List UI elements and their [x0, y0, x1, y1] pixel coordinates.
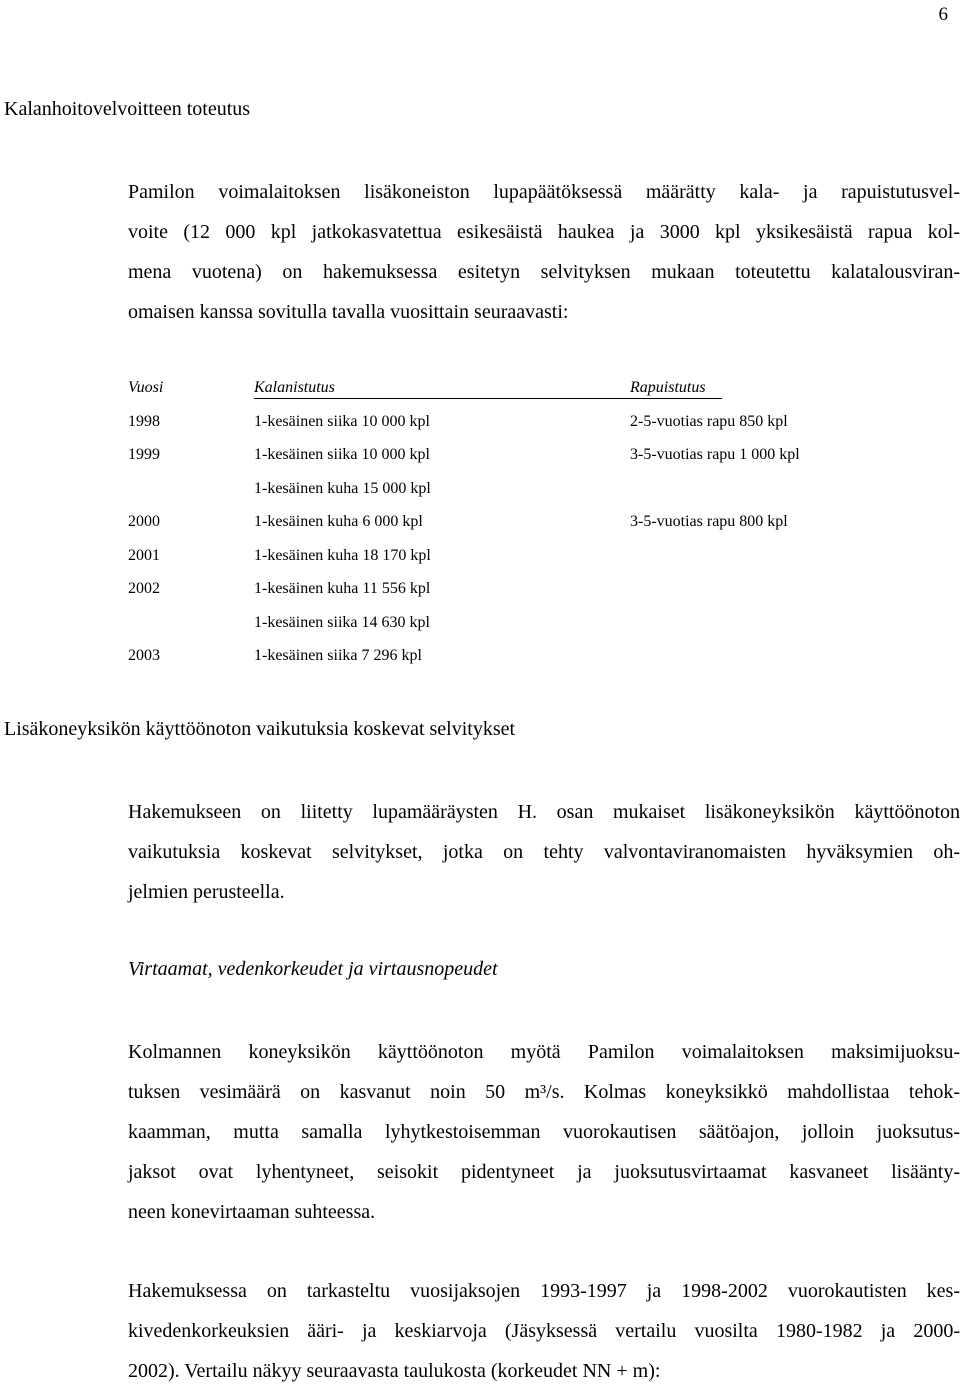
- paragraph-flows: [128, 1032, 960, 1232]
- paragraph-line: jelmien perusteella.: [128, 881, 285, 903]
- table-row: [128, 541, 848, 575]
- paragraph-line: tuksen vesimäärä on kasvanut noin 50 m³/s. Kolmas koneyksikkö mahdollistaa tehok-: [128, 1081, 960, 1103]
- paragraph-line: Hakemuksessa on tarkasteltu vuosijaksojen 1993-1997 ja 1998-2002 vuorokautisten kes-: [128, 1280, 960, 1302]
- cell-year: 2000: [128, 513, 160, 530]
- cell-fish: 1-kesäinen kuha 18 170 kpl: [254, 546, 431, 564]
- table-row: [128, 641, 848, 675]
- header-fish-stocking: Kalanistutus: [254, 379, 335, 396]
- cell-fish: 1-kesäinen kuha 6 000 kpl: [254, 513, 423, 530]
- paragraph-line: jaksot ovat lyhentyneet, seisokit pidentyneet ja juoksutusvirtaamat kasvaneet lisäänty-: [128, 1161, 960, 1183]
- table-row: [128, 507, 848, 541]
- paragraph-line: 2002). Vertailu näkyy seuraavasta taulukosta (korkeudet NN + m):: [128, 1360, 661, 1382]
- cell-year: 2002: [128, 580, 160, 597]
- paragraph-stocking-obligation: [128, 172, 960, 332]
- cell-fish: 1-kesäinen siika 10 000 kpl: [254, 446, 430, 463]
- paragraph-water-level-comparison: [128, 1271, 960, 1391]
- cell-crayfish: 3-5-vuotias rapu 800 kpl: [630, 513, 788, 530]
- cell-year: 1999: [128, 446, 160, 463]
- header-year: Vuosi: [128, 379, 164, 396]
- paragraph-line: mena vuotena) on hakemuksessa esitetyn selvityksen mukaan toteutettu kalatalousviran-: [128, 261, 960, 283]
- page-number: 6: [938, 4, 948, 25]
- cell-fish: 1-kesäinen kuha 15 000 kpl: [254, 479, 431, 497]
- cell-year: 1998: [128, 412, 160, 430]
- cell-crayfish: 2-5-vuotias rapu 850 kpl: [630, 412, 788, 430]
- paragraph-line: Pamilon voimalaitoksen lisäkoneiston lupapäätöksessä määrätty kala- ja rapuistutusvel-: [128, 181, 960, 203]
- section-title-flows-water-levels: Virtaamat, vedenkorkeudet ja virtausnopeudet: [128, 958, 498, 980]
- table-row: [128, 574, 848, 608]
- section-title-impact-reports: Lisäkoneyksikön käyttöönoton vaikutuksia koskevat selvitykset: [4, 718, 516, 740]
- cell-crayfish: 3-5-vuotias rapu 1 000 kpl: [630, 446, 800, 463]
- table-row: [128, 407, 848, 441]
- cell-fish: 1-kesäinen siika 14 630 kpl: [254, 613, 430, 631]
- table-header-row: [128, 373, 848, 407]
- paragraph-line: neen konevirtaaman suhteessa.: [128, 1201, 376, 1223]
- header-crayfish-stocking: Rapuistutus: [630, 379, 706, 396]
- cell-fish: 1-kesäinen kuha 11 556 kpl: [254, 580, 431, 597]
- paragraph-line: Kolmannen koneyksikön käyttöönoton myötä Pamilon voimalaitoksen maksimijuoksu-: [128, 1041, 960, 1063]
- header-underline: [254, 398, 722, 399]
- paragraph-line: omaisen kanssa sovitulla tavalla vuosittain seuraavasti:: [128, 301, 569, 323]
- table-row: [128, 474, 848, 508]
- table-row: [128, 608, 848, 642]
- cell-year: 2003: [128, 647, 160, 664]
- section-title-fish-stocking: Kalanhoitovelvoitteen toteutus: [4, 98, 251, 120]
- table-row: [128, 440, 848, 474]
- paragraph-line: voite (12 000 kpl jatkokasvatettua esikesäistä haukea ja 3000 kpl yksikesäistä rapua kol-: [128, 221, 960, 243]
- stocking-table: [128, 373, 848, 675]
- paragraph-line: Hakemukseen on liitetty lupamääräysten H. osan mukaiset lisäkoneyksikön käyttöönoton: [128, 801, 960, 823]
- cell-year: 2001: [128, 546, 160, 564]
- paragraph-impact-reports: [128, 792, 960, 912]
- paragraph-line: kivedenkorkeuksien ääri- ja keskiarvoja (Jäsyksessä vertailu vuosilta 1980-1982 ja 2000-: [128, 1320, 960, 1342]
- cell-fish: 1-kesäinen siika 7 296 kpl: [254, 647, 422, 664]
- paragraph-line: vaikutuksia koskevat selvitykset, jotka on tehty valvontaviranomaisten hyväksymien oh-: [128, 841, 960, 863]
- paragraph-line: kaamman, mutta samalla lyhytkestoisemman vuorokautisen säätöajon, jolloin juoksutus-: [128, 1121, 960, 1143]
- cell-fish: 1-kesäinen siika 10 000 kpl: [254, 412, 430, 430]
